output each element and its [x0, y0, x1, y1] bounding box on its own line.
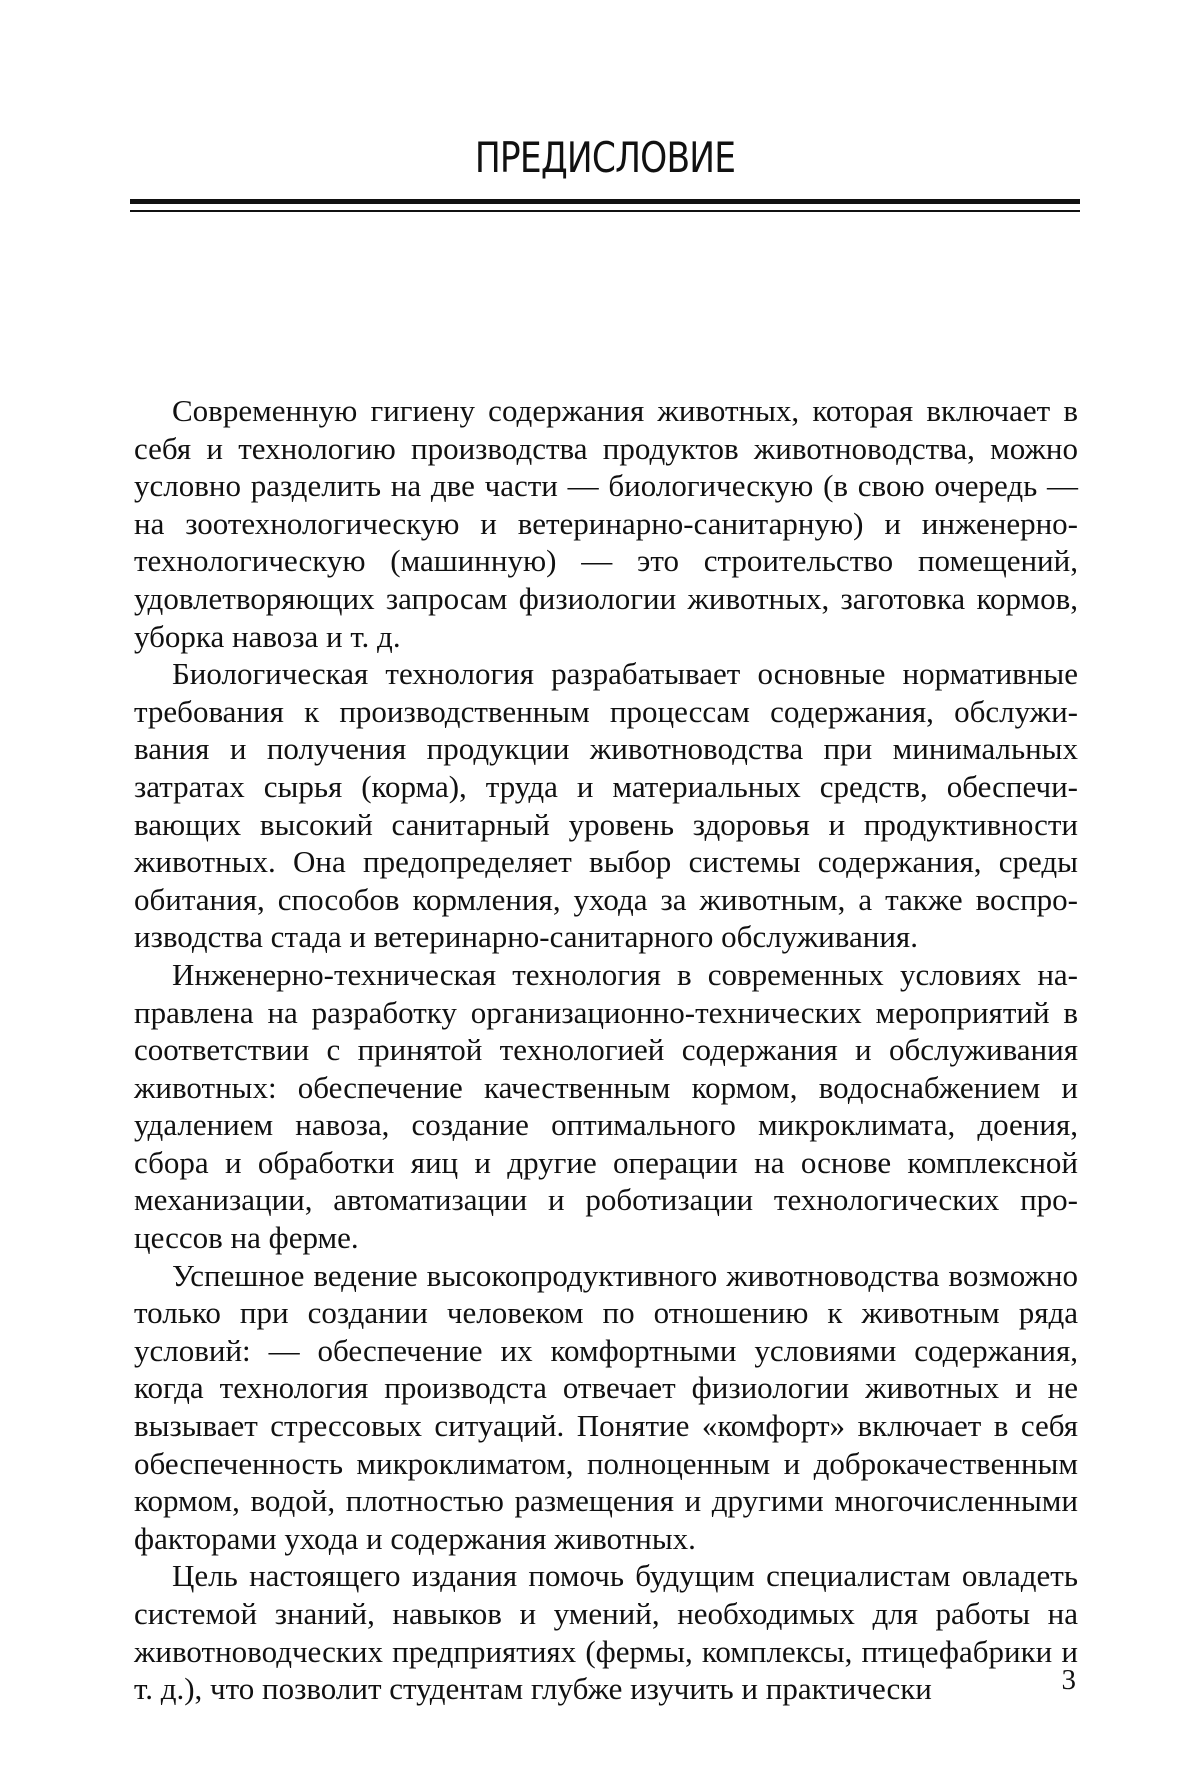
paragraph-5: Цель настоящего издания помочь будущим специалистам овладеть системой знаний, навыков и умений, необходимых для работы на животноводческих предприятиях (фермы, комплексы, птицефабрики и т. д.), что позволит студентам глубже изучить и практически [134, 1558, 1078, 1707]
page-number: 3 [1061, 1664, 1076, 1696]
title-rule-thin [130, 210, 1080, 212]
paragraph-1: Современную гигиену содержания животных, которая включает в себя и технологию производства продуктов животноводства, можно условно разделить на две части — биологическую (в свою очередь — на зоотехнологическую и ветеринарно-санитарную) и инженерно-технологическую (машинную) — это строительство помещений, удовлетворяющих запросам физиологии животных, заготовка кормов, уборка навоза и т. д. [134, 393, 1078, 654]
page-title: ПРЕДИСЛОВИЕ [474, 133, 736, 182]
paragraph-4: Успешное ведение высокопродуктивного животноводства возможно только при создании человеком по отношению к животным ряда условий: — обеспечение их комфортными условиями содержания, когда технология производста отвечает физиологии животных и не вызывает стрессовых ситуаций. Понятие «комфорт» включает в себя обеспеченность микроклиматом, полноценным и доброкачественным кормом, водой, плотностью размещения и другими многочисленными факторами ухода и содержания животных. [134, 1257, 1078, 1556]
paragraph-3: Инженерно-техническая технология в современных условиях направлена на разработку организационно-технических мероприятий в соответствии с принятой технологией содержания и обслуживания животных: обеспечение качественным кормом, водоснабжением и удалением навоза, создание оптимального микроклимата, доения, сбора и обработки яиц и другие операции на основе комплексной механизации, автоматизации и роботизации технологических процессов на ферме. [134, 956, 1078, 1256]
title-rule-thick [130, 199, 1080, 204]
body-text [134, 392, 1078, 1708]
paragraph-2: Биологическая технология разрабатывает основные нормативные требования к производственным процессам содержания, обслуживания и получения продукции животноводства при минимальных затратах сырья (корма), труда и материальных средств, обеспечивающих высокий санитарный уровень здоровья и продуктивности животных. Она предопределяет выбор системы содержания, среды обитания, способов кормления, ухода за животным, а также воспроизводства стада и ветеринарно-санитарного обслуживания. [134, 656, 1078, 955]
